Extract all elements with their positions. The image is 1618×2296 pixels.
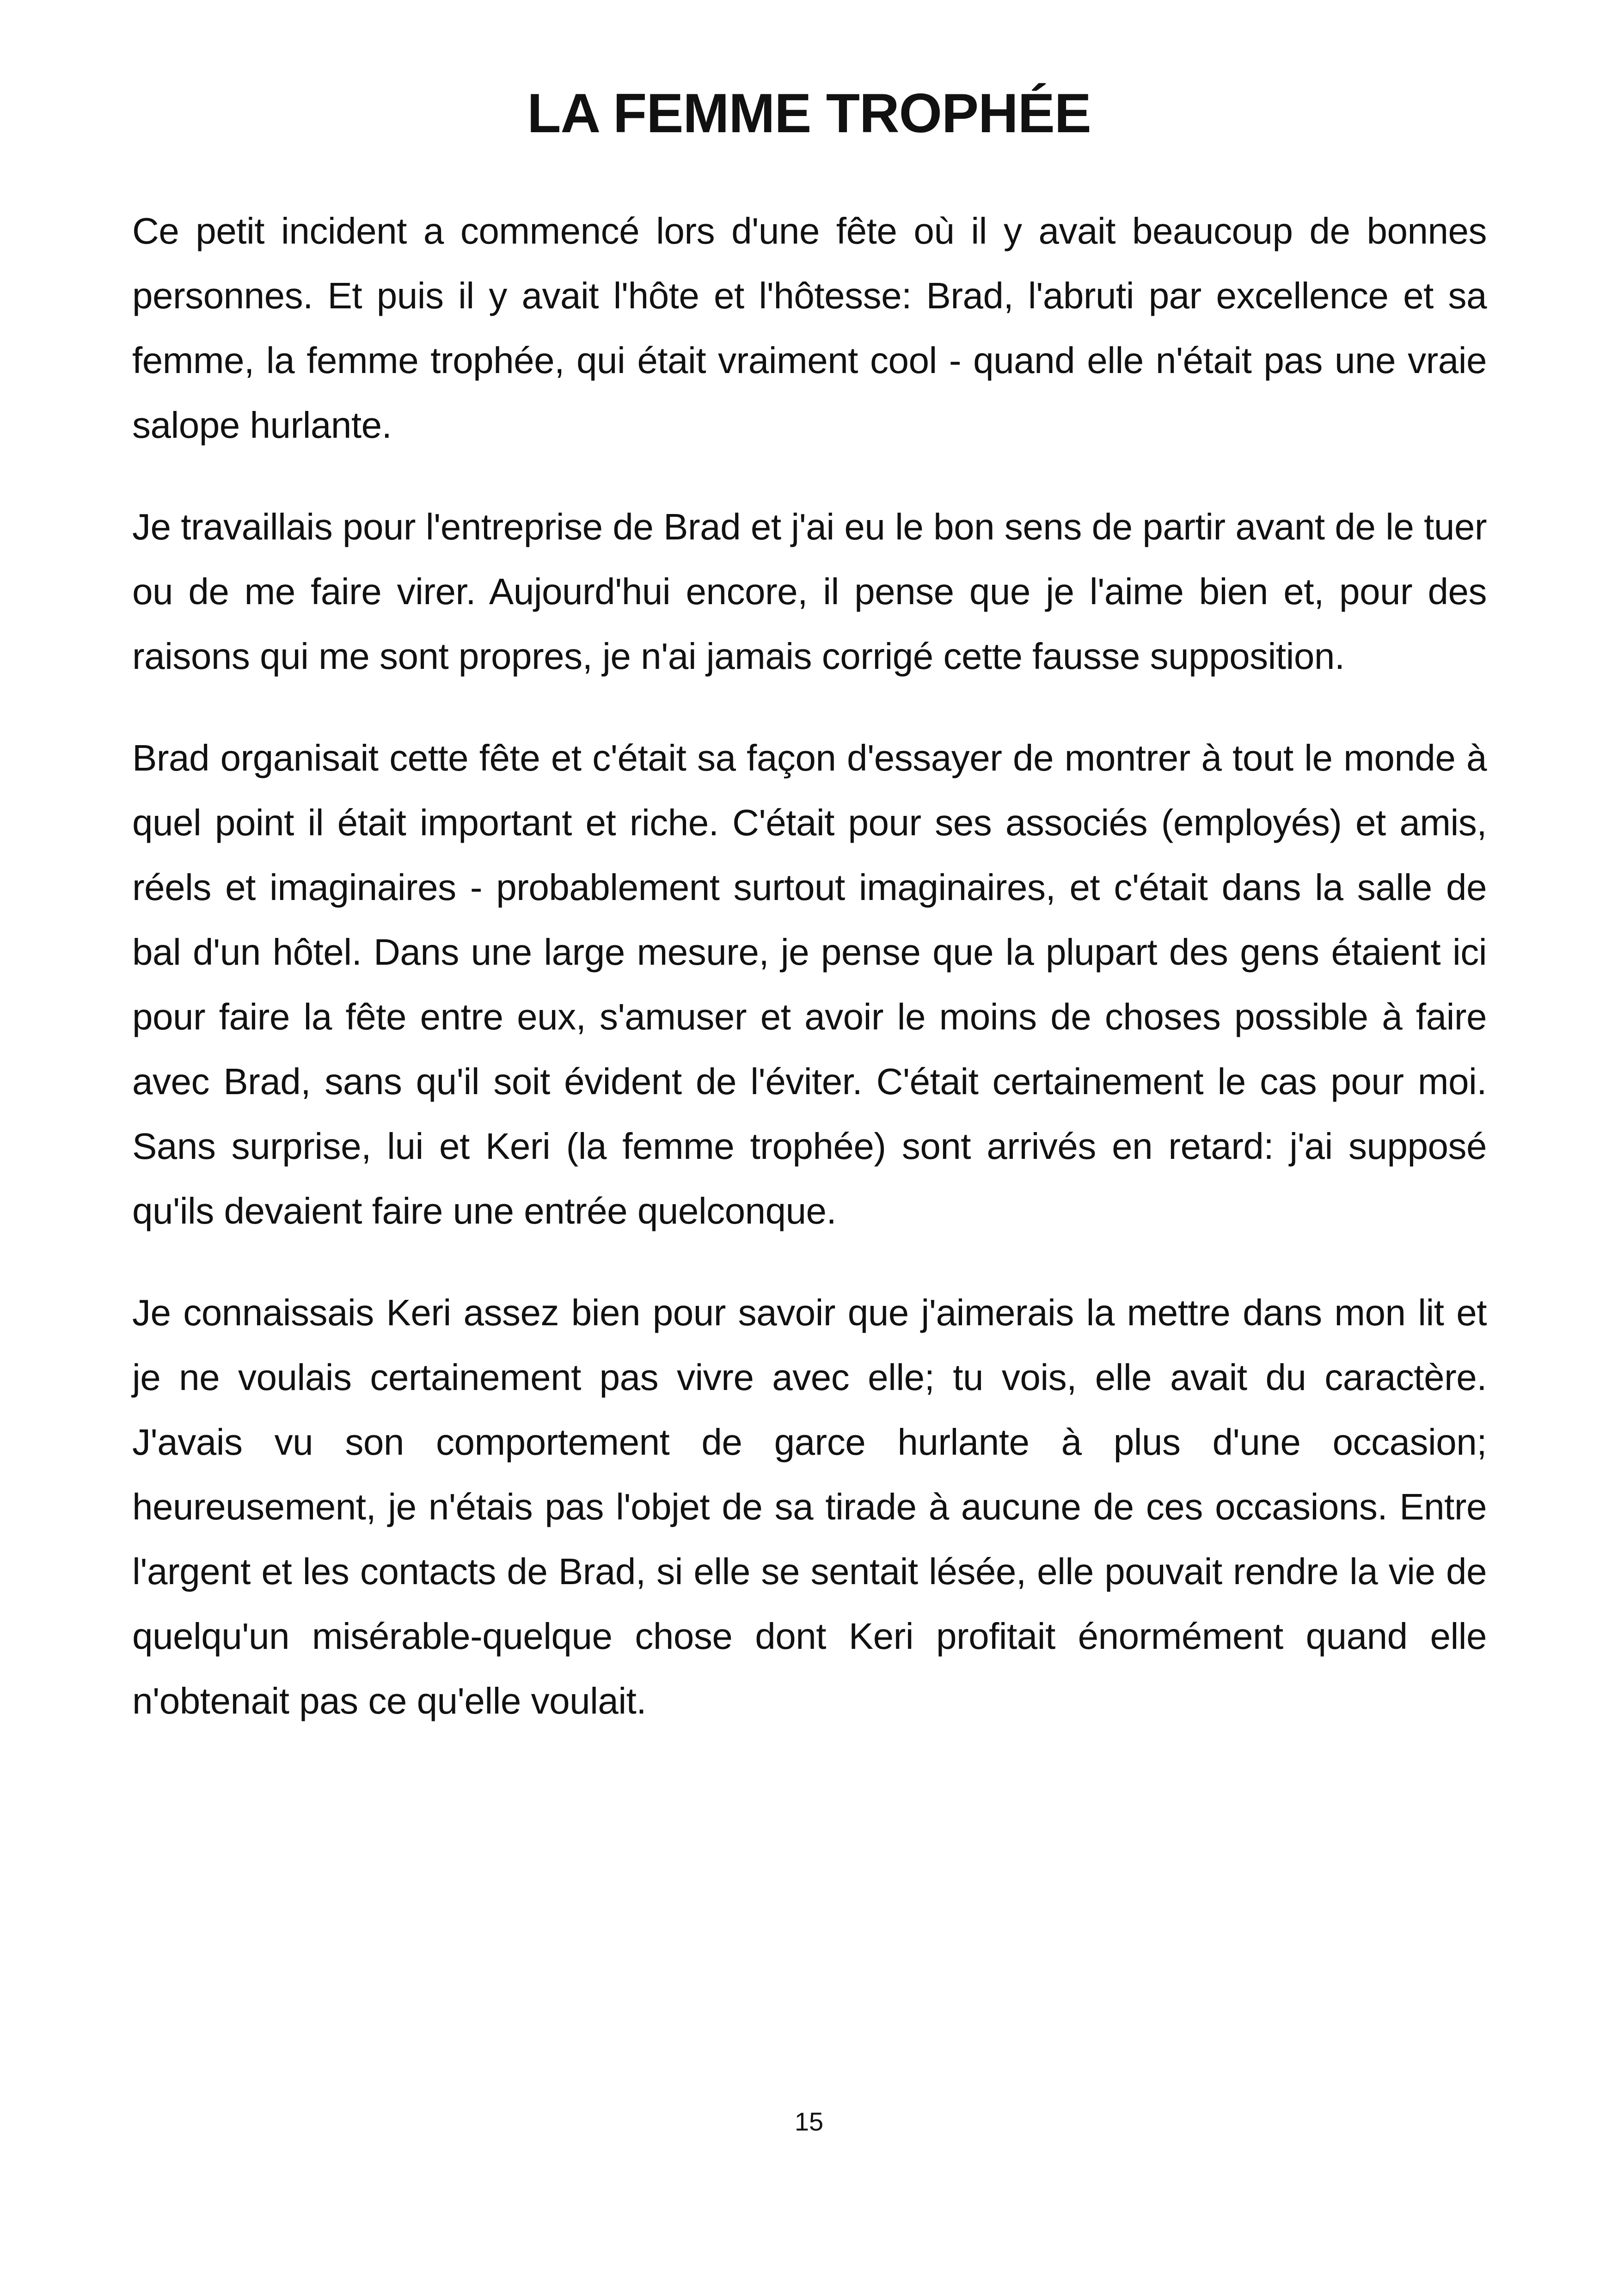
paragraph-4: Je connaissais Keri assez bien pour savoir que j'aimerais la mettre dans mon lit et je ne voulais certainement pas vivre avec elle; tu vois, elle avait du caractère. J'avais vu son comportement de garce hurlante à plus d'une occasion; heureusement, je n'étais pas l'objet de sa tirade à aucune de ces occasions. Entre l'argent et les contacts de Brad, si elle se sentait lésée, elle pouvait rendre la vie de quelqu'un misérable-quelque chose dont Keri profitait énormément quand elle n'obtenait pas ce qu'elle voulait.	[132, 1292, 1487, 1721]
paragraph-1: Ce petit incident a commencé lors d'une fête où il y avait beaucoup de bonnes personnes. Et puis il y avait l'hôte et l'hôtesse: Brad, l'abruti par excellence et sa femme, la femme trophée, qui était vraiment cool - quand elle n'était pas une vraie salope hurlante.	[132, 210, 1487, 446]
body-text	[132, 199, 1487, 1770]
chapter-title: LA FEMME TROPHÉE	[527, 82, 1091, 144]
page-number: 15	[794, 2107, 824, 2136]
paragraph-3: Brad organisait cette fête et c'était sa façon d'essayer de montrer à tout le monde à quel point il était important et riche. C'était pour ses associés (employés) et amis, réels et imaginaires - probablement surtout imaginaires, et c'était dans la salle de bal d'un hôtel. Dans une large mesure, je pense que la plupart des gens étaient ici pour faire la fête entre eux, s'amuser et avoir le moins de choses possible à faire avec Brad, sans qu'il soit évident de l'éviter. C'était certainement le cas pour moi. Sans surprise, lui et Keri (la femme trophée) sont arrivés en retard: j'ai supposé qu'ils devaient faire une entrée quelconque.	[132, 737, 1487, 1231]
paragraph-2: Je travaillais pour l'entreprise de Brad et j'ai eu le bon sens de partir avant de le tuer ou de me faire virer. Aujourd'hui encore, il pense que je l'aime bien et, pour des raisons qui me sont propres, je n'ai jamais corrigé cette fausse supposition.	[132, 506, 1487, 677]
